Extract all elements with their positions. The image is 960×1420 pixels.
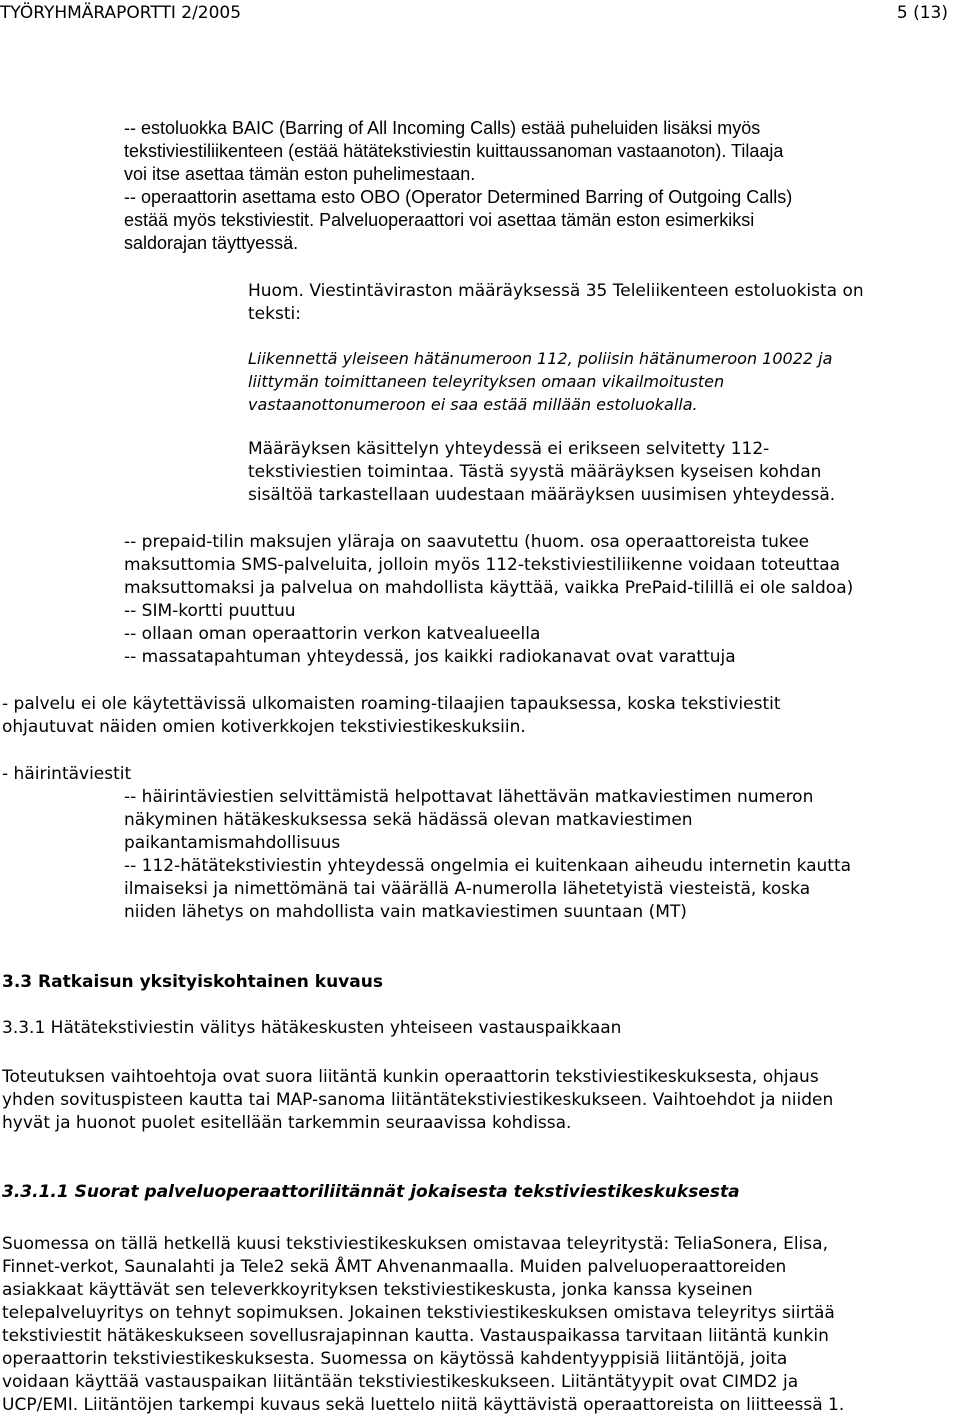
barring-line: tekstiviestiliikenteen (estää hätätekstiviestin kuittaussanoman vastaanoton). Tilaaja — [124, 141, 784, 161]
paragraph-line: tekstiviestit hätäkeskukseen sovellusrajapinnan kautta. Vastauspaikassa tarvitaan liitäntä kunkin — [2, 1326, 829, 1346]
barring-line: -- estoluokka BAIC (Barring of All Incoming Calls) estää puheluiden lisäksi myös — [124, 118, 761, 138]
note-followup-line: sisältöä tarkastellaan uudestaan määräyksen uusimisen yhteydessä. — [248, 485, 836, 505]
other-line: -- massatapahtuman yhteydessä, jos kaikki radiokanavat ovat varattuja — [124, 647, 736, 667]
paragraph-alternatives — [2, 1066, 956, 1135]
other-line: maksuttomia SMS-palveluita, jolloin myös 112-tekstiviestiliikenne voidaan toteuttaa — [124, 555, 841, 575]
report-title: TYÖRYHMÄRAPORTTI 2/2005 — [0, 3, 242, 23]
paragraph-line: operaattorin tekstiviestikeskuksesta. Suomessa on käytössä kahdentyyppisiä liitäntöjä, joita — [2, 1349, 788, 1369]
paragraph-line: Suomessa on tällä hetkellä kuusi tekstiviestikeskuksen omistavaa teleyritystä: TeliaSonera, Elisa, — [2, 1234, 828, 1254]
spam-line: ilmaiseksi ja nimettömänä tai väärällä A-numerolla lähetetyistä viesteistä, koska — [124, 879, 811, 899]
note-quote-line: liittymän toimittaneen teleyrityksen omaan vikailmoitusten — [248, 372, 725, 391]
note-intro — [248, 280, 956, 326]
paragraph-line: voidaan käyttää vastauspaikan liitäntään tekstiviestikeskukseen. Liitäntätyypit ovat CIMD2 ja — [2, 1372, 799, 1392]
roaming-paragraph — [2, 693, 956, 739]
paragraph-line: UCP/EMI. Liitäntöjen tarkempi kuvaus sekä luettelo niitä käyttävistä operaattoreista on liitteessä 1. — [2, 1395, 845, 1415]
barring-line: -- operaattorin asettama esto OBO (Operator Determined Barring of Outgoing Calls) — [124, 187, 793, 207]
other-line: -- prepaid-tilin maksujen yläraja on saavutettu (huom. osa operaattoreista tukee — [124, 532, 810, 552]
section-heading-3-3-1: 3.3.1 Hätätekstiviestin välitys hätäkeskusten yhteiseen vastauspaikkaan — [2, 1018, 622, 1038]
roaming-line: ohjautuvat näiden omien kotiverkkojen tekstiviestikeskuksiin. — [2, 717, 526, 737]
page-number: 5 (13) — [896, 3, 948, 23]
spam-title: - häirintäviestit — [2, 764, 132, 784]
note-followup-line: tekstiviestien toimintaa. Tästä syystä määräyksen kyseisen kohdan — [248, 462, 822, 482]
roaming-line: - palvelu ei ole käytettävissä ulkomaisten roaming-tilaajien tapauksessa, koska tekstiviestit — [2, 694, 781, 714]
spam-list — [124, 786, 956, 924]
spam-line: paikantamismahdollisuus — [124, 833, 341, 853]
page-header — [0, 2, 948, 25]
note-quote-line: Liikennettä yleiseen hätänumeroon 112, poliisin hätänumeroon 10022 ja — [248, 349, 833, 368]
note-followup — [248, 438, 956, 507]
paragraph-operators — [2, 1233, 956, 1417]
paragraph-line: yhden sovituspisteen kautta tai MAP-sanoma liitäntätekstiviestikeskukseen. Vaihtoehdot ja niiden — [2, 1090, 834, 1110]
note-intro-line: teksti: — [248, 304, 301, 324]
spam-line: niiden lähetys on mahdollista vain matkaviestimen suuntaan (MT) — [124, 902, 687, 922]
barring-line: voi itse asettaa tämän eston puhelimestaan. — [124, 164, 476, 184]
other-line: maksuttomaksi ja palvelua on mahdollista käyttää, vaikka PrePaid-tilillä ei ole saldoa) — [124, 578, 854, 598]
paragraph-line: hyvät ja huonot puolet esitellään tarkemmin seuraavissa kohdissa. — [2, 1113, 572, 1133]
paragraph-line: asiakkaat käyttävät sen televerkkoyrityksen tekstiviestikeskusta, jonka kanssa kyseinen — [2, 1280, 753, 1300]
note-intro-line: Huom. Viestintäviraston määräyksessä 35 Teleliikenteen estoluokista on — [248, 281, 864, 301]
spam-line: -- 112-hätätekstiviestin yhteydessä ongelmia ei kuitenkaan aiheudu internetin kautta — [124, 856, 852, 876]
other-list — [124, 531, 956, 669]
paragraph-line: Toteutuksen vaihtoehtoja ovat suora liitäntä kunkin operaattorin tekstiviestikeskuksesta, ohjaus — [2, 1067, 819, 1087]
barring-list — [124, 117, 956, 255]
note-followup-line: Määräyksen käsittelyn yhteydessä ei erikseen selvitetty 112- — [248, 439, 770, 459]
spam-line: näkyminen hätäkeskuksessa sekä hädässä olevan matkaviestimen — [124, 810, 693, 830]
paragraph-line: Finnet-verkot, Saunalahti ja Tele2 sekä ÅMT Ahvenanmaalla. Muiden palveluoperaattoreiden — [2, 1257, 787, 1277]
section-heading-3-3-1-1: 3.3.1.1 Suorat palveluoperaattoriliitännät jokaisesta tekstiviestikeskuksesta — [2, 1182, 740, 1202]
barring-line: estää myös tekstiviestit. Palveluoperaattori voi asettaa tämän eston esimerkiksi — [124, 210, 755, 230]
paragraph-line: telepalveluyritys on tehnyt sopimuksen. Jokainen tekstiviestikeskuksen omistava teleyritys siirtää — [2, 1303, 835, 1323]
other-line: -- ollaan oman operaattorin verkon katvealueella — [124, 624, 541, 644]
section-heading-3-3: 3.3 Ratkaisun yksityiskohtainen kuvaus — [2, 972, 383, 992]
note-quote — [248, 347, 956, 416]
other-line: -- SIM-kortti puuttuu — [124, 601, 296, 621]
barring-line: saldorajan täyttyessä. — [124, 233, 299, 253]
spam-line: -- häirintäviestien selvittämistä helpottavat lähettävän matkaviestimen numeron — [124, 787, 814, 807]
note-quote-line: vastaanottonumeroon ei saa estää millään estoluokalla. — [248, 395, 698, 414]
